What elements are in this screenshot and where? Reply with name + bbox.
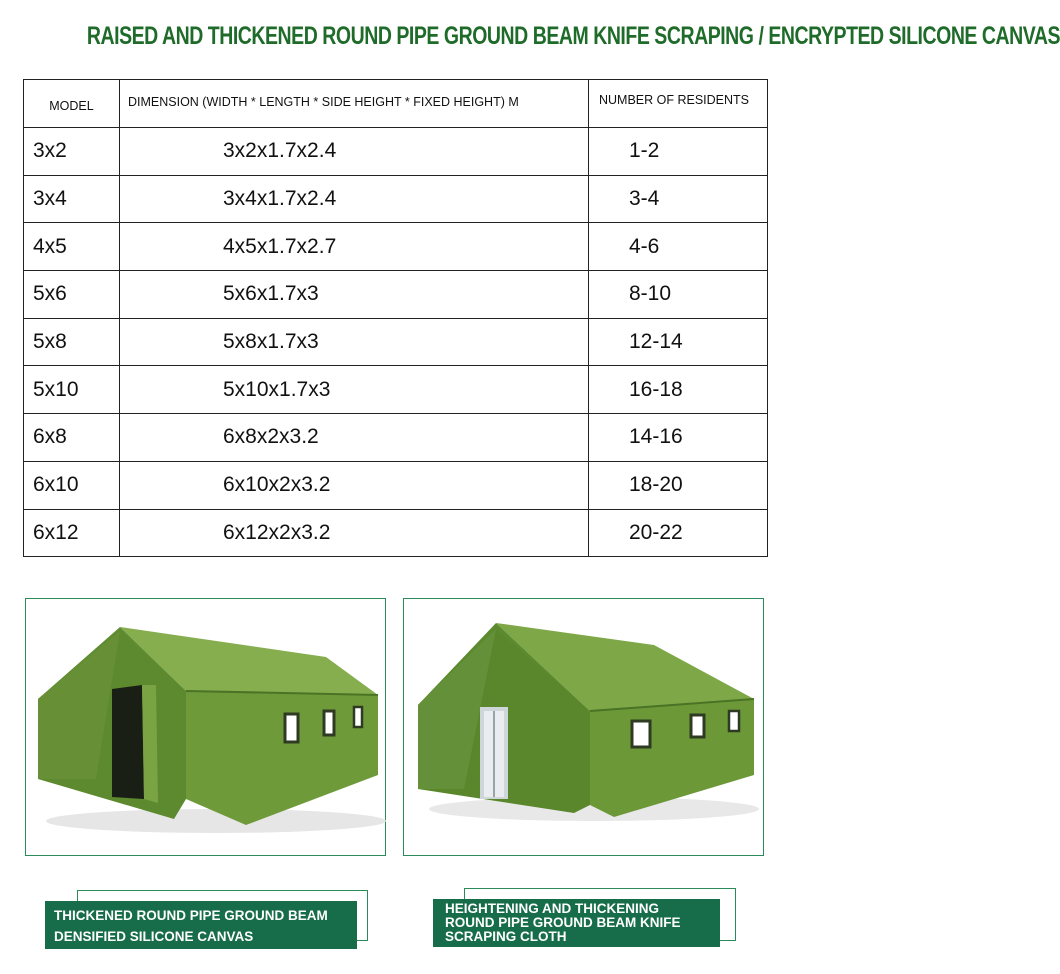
table-row (24, 366, 768, 414)
model-cell: 6x8 (24, 414, 120, 462)
residents-cell: 3-4 (589, 175, 768, 223)
residents-cell: 8-10 (589, 271, 768, 319)
residents-cell: 4-6 (589, 223, 768, 271)
caption-right-line: SCRAPING CLOTH (445, 929, 567, 944)
model-cell: 5x6 (24, 271, 120, 319)
tent-illustration-left (26, 599, 385, 855)
dimension-cell: 6x8x2x3.2 (120, 414, 589, 462)
dimension-cell: 5x10x1.7x3 (120, 366, 589, 414)
dimension-cell: 5x6x1.7x3 (120, 271, 589, 319)
model-cell: 5x8 (24, 318, 120, 366)
residents-cell: 14-16 (589, 414, 768, 462)
caption-right-line: HEIGHTENING AND THICKENING (445, 901, 660, 916)
model-cell: 5x10 (24, 366, 120, 414)
caption-left-line: DENSIFIED SILICONE CANVAS (54, 929, 254, 944)
header-residents: NUMBER OF RESIDENTS (589, 80, 768, 128)
tent-photo-right (403, 598, 764, 856)
model-cell: 3x4 (24, 175, 120, 223)
table-row (24, 175, 768, 223)
header-dimension: DIMENSION (WIDTH * LENGTH * SIDE HEIGHT * FIXED HEIGHT) M (120, 80, 589, 128)
dimension-cell: 3x2x1.7x2.4 (120, 128, 589, 176)
residents-cell: 16-18 (589, 366, 768, 414)
header-model: MODEL (24, 80, 120, 128)
table-header-row (24, 80, 768, 128)
table-row (24, 128, 768, 176)
table-row (24, 461, 768, 509)
model-cell: 3x2 (24, 128, 120, 176)
caption-left-line: THICKENED ROUND PIPE GROUND BEAM (54, 908, 328, 923)
model-cell: 6x10 (24, 461, 120, 509)
caption-right (433, 899, 720, 947)
dimension-cell: 6x10x2x3.2 (120, 461, 589, 509)
table-row (24, 318, 768, 366)
dimension-cell: 3x4x1.7x2.4 (120, 175, 589, 223)
table-row (24, 509, 768, 557)
residents-cell: 12-14 (589, 318, 768, 366)
tent-photo-left (25, 598, 386, 856)
model-cell: 6x12 (24, 509, 120, 557)
table-row (24, 223, 768, 271)
residents-cell: 20-22 (589, 509, 768, 557)
model-cell: 4x5 (24, 223, 120, 271)
residents-cell: 1-2 (589, 128, 768, 176)
table-row (24, 271, 768, 319)
caption-left (45, 901, 357, 949)
caption-right-line: ROUND PIPE GROUND BEAM KNIFE (445, 915, 681, 930)
page-headline: RAISED AND THICKENED ROUND PIPE GROUND BEAM KNIFE SCRAPING / ENCRYPTED SILICONE CANVAS (86, 22, 1060, 50)
tent-illustration-right (404, 599, 763, 855)
dimension-cell: 5x8x1.7x3 (120, 318, 589, 366)
dimension-cell: 6x12x2x3.2 (120, 509, 589, 557)
spec-table (23, 79, 768, 557)
residents-cell: 18-20 (589, 461, 768, 509)
table-row (24, 414, 768, 462)
dimension-cell: 4x5x1.7x2.7 (120, 223, 589, 271)
